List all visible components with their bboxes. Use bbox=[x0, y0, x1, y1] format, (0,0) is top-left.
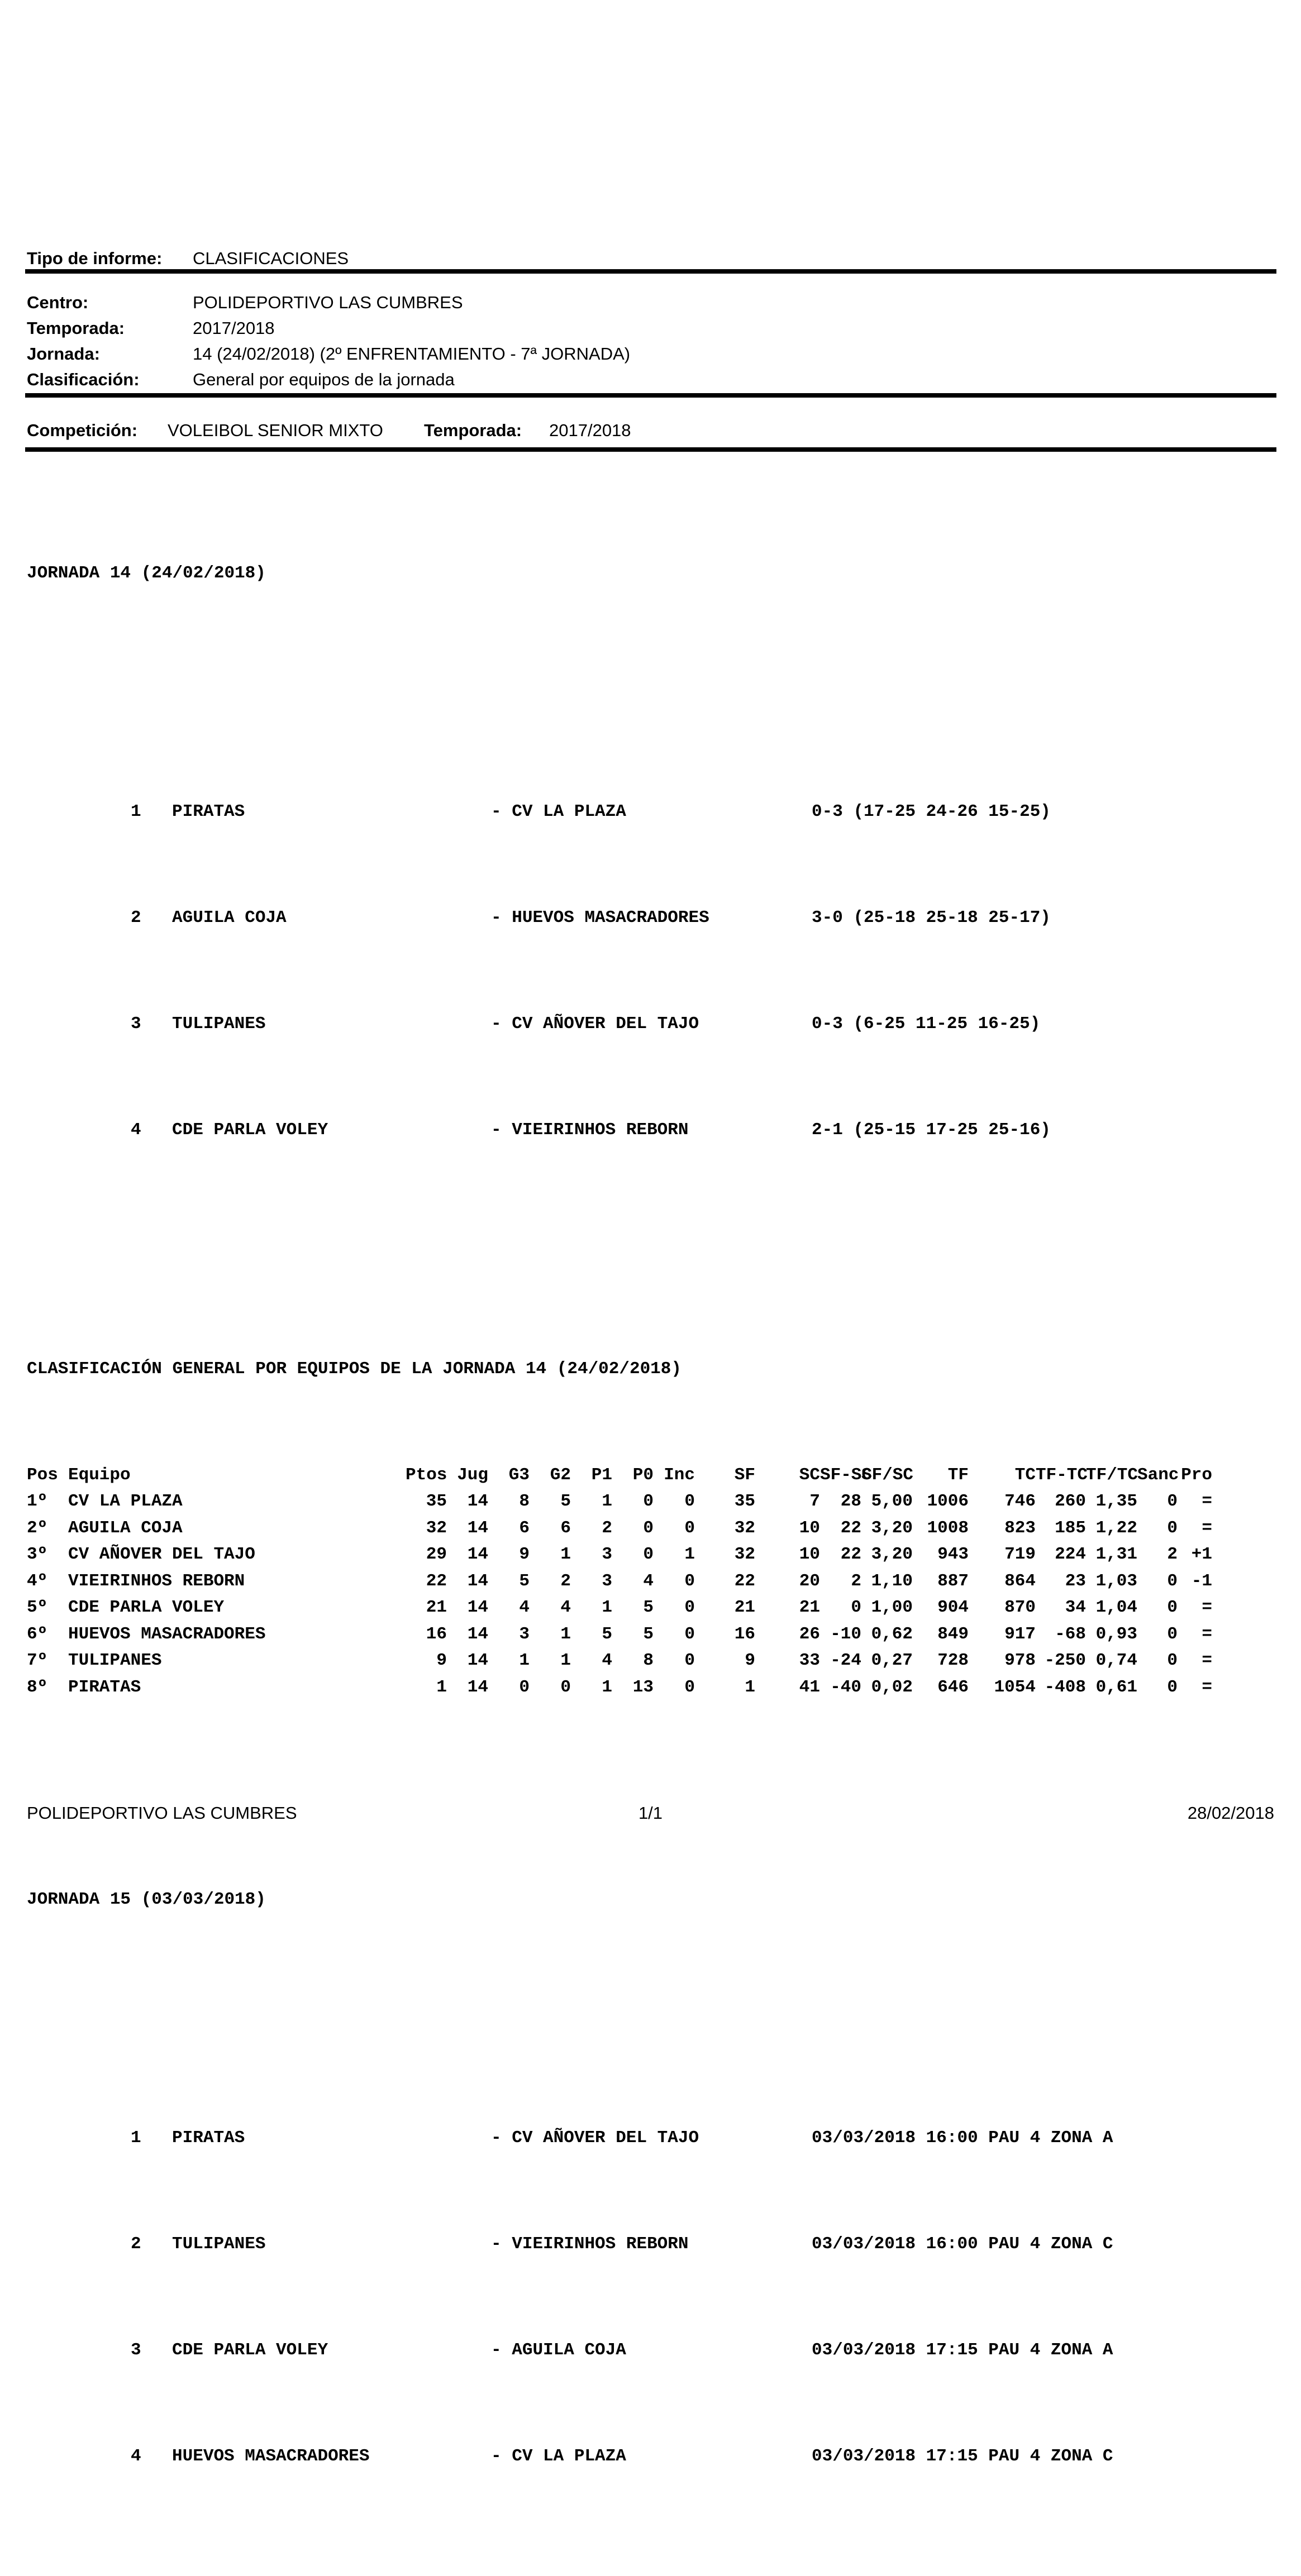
stat-value: 4 bbox=[519, 1598, 530, 1617]
stat-value: 1 bbox=[560, 1624, 571, 1644]
report-info-block bbox=[27, 290, 630, 393]
stat-value: 849 bbox=[937, 1624, 969, 1644]
stat-value: 1 bbox=[602, 1598, 612, 1617]
stat-value: 14 bbox=[467, 1571, 488, 1591]
stat-value: 0,74 bbox=[1095, 1651, 1137, 1670]
stat-value: 9 bbox=[519, 1545, 530, 1564]
stat-value: 9 bbox=[436, 1651, 447, 1670]
match-away-team: - CV LA PLAZA bbox=[491, 2446, 626, 2466]
column-header-pro: Pro bbox=[1181, 1465, 1212, 1485]
stat-value: 746 bbox=[1004, 1492, 1036, 1511]
jornada-label: Jornada: bbox=[27, 344, 100, 364]
stat-value: 10 bbox=[799, 1518, 820, 1538]
stat-value: 34 bbox=[1065, 1598, 1086, 1617]
match-row bbox=[27, 878, 1212, 928]
column-header-tc: TC bbox=[1014, 1465, 1036, 1485]
match-home-team: CDE PARLA VOLEY bbox=[172, 1120, 328, 1140]
stat-value: 0,02 bbox=[871, 1677, 913, 1697]
stat-value: 0 bbox=[684, 1677, 695, 1697]
stat-value: 32 bbox=[734, 1518, 755, 1538]
stat-value: 0 bbox=[684, 1571, 695, 1591]
stat-value: 3,20 bbox=[871, 1518, 913, 1538]
stat-value: 13 bbox=[632, 1677, 654, 1697]
divider-bottom bbox=[25, 447, 1276, 452]
stat-value: 1 bbox=[684, 1545, 695, 1564]
stat-value: 10 bbox=[799, 1545, 820, 1564]
classification-body bbox=[27, 1488, 1212, 1700]
match-away-team: - HUEVOS MASACRADORES bbox=[491, 908, 709, 928]
stat-value: -250 bbox=[1044, 1651, 1086, 1670]
stat-value: 1 bbox=[745, 1677, 755, 1697]
stat-value: 1 bbox=[602, 1677, 612, 1697]
match-result: 2-1 (25-15 17-25 25-16) bbox=[812, 1120, 1051, 1140]
column-header-g3: G3 bbox=[508, 1465, 530, 1485]
stat-value: 2 bbox=[560, 1571, 571, 1591]
team-name: CV AÑOVER DEL TAJO bbox=[68, 1545, 255, 1564]
match-row bbox=[27, 1091, 1212, 1140]
team-position: 3º bbox=[27, 1545, 48, 1564]
stat-value: 0,27 bbox=[871, 1651, 913, 1670]
stat-value: 864 bbox=[1004, 1571, 1036, 1591]
match-away-team: - AGUILA COJA bbox=[491, 2340, 626, 2360]
divider-top bbox=[25, 269, 1276, 274]
stat-value: 0 bbox=[1167, 1624, 1178, 1644]
column-header-p1: P1 bbox=[591, 1465, 612, 1485]
classification-row bbox=[27, 1541, 1212, 1568]
stat-value: 224 bbox=[1055, 1545, 1086, 1564]
stat-value: -1 bbox=[1191, 1571, 1212, 1591]
classification-row bbox=[27, 1488, 1212, 1515]
stat-value: 14 bbox=[467, 1677, 488, 1697]
stat-value: 0 bbox=[1167, 1598, 1178, 1617]
jornada14-title: JORNADA 14 (24/02/2018) bbox=[27, 563, 266, 583]
column-header-ptos: Ptos bbox=[406, 1465, 447, 1485]
match-home-team: AGUILA COJA bbox=[172, 908, 287, 928]
match-number: 1 bbox=[131, 2128, 141, 2148]
stat-value: -408 bbox=[1044, 1677, 1086, 1697]
season-value: 2017/2018 bbox=[549, 420, 631, 440]
match-away-team: - CV AÑOVER DEL TAJO bbox=[491, 2128, 699, 2148]
stat-value: 23 bbox=[1065, 1571, 1086, 1591]
match-home-team: PIRATAS bbox=[172, 2128, 245, 2148]
column-header-tf: TF bbox=[947, 1465, 969, 1485]
stat-value: 2 bbox=[602, 1518, 612, 1538]
report-body bbox=[27, 480, 1212, 2576]
stat-value: 4 bbox=[643, 1571, 654, 1591]
stat-value: 917 bbox=[1004, 1624, 1036, 1644]
clasificacion-label: Clasificación: bbox=[27, 370, 140, 389]
stat-value: 719 bbox=[1004, 1545, 1036, 1564]
stat-value: 8 bbox=[519, 1492, 530, 1511]
stat-value: 0 bbox=[1167, 1492, 1178, 1511]
column-header-equipo: Equipo bbox=[68, 1465, 131, 1485]
classification-table bbox=[27, 1462, 1212, 1701]
column-header-g2: G2 bbox=[550, 1465, 571, 1485]
column-header-sf: SF bbox=[734, 1465, 755, 1485]
stat-value: 29 bbox=[426, 1545, 447, 1564]
stat-value: 1 bbox=[602, 1492, 612, 1511]
stat-value: 5 bbox=[519, 1571, 530, 1591]
stat-value: 3 bbox=[602, 1571, 612, 1591]
classification-row bbox=[27, 1594, 1212, 1621]
column-header-sanc: Sanc bbox=[1137, 1465, 1179, 1485]
match-row bbox=[27, 2417, 1212, 2466]
stat-value: 21 bbox=[426, 1598, 447, 1617]
stat-value: +1 bbox=[1191, 1545, 1212, 1564]
stat-value: 904 bbox=[937, 1598, 969, 1617]
column-header-p0: P0 bbox=[632, 1465, 654, 1485]
match-away-team: - CV AÑOVER DEL TAJO bbox=[491, 1014, 699, 1034]
team-position: 8º bbox=[27, 1677, 48, 1697]
column-header-tf-tc: TF-TC bbox=[1036, 1465, 1088, 1485]
stat-value: 14 bbox=[467, 1624, 488, 1644]
stat-value: 0 bbox=[519, 1677, 530, 1697]
footer-date: 28/02/2018 bbox=[1187, 1803, 1274, 1823]
match-number: 3 bbox=[131, 1014, 141, 1034]
info-row-clasificacion bbox=[27, 367, 630, 393]
stat-value: 1,04 bbox=[1095, 1598, 1137, 1617]
team-position: 4º bbox=[27, 1571, 48, 1591]
match-number: 2 bbox=[131, 908, 141, 928]
stat-value: 2 bbox=[1167, 1545, 1178, 1564]
match-schedule: 03/03/2018 16:00 PAU 4 ZONA C bbox=[812, 2234, 1113, 2254]
stat-value: 41 bbox=[799, 1677, 820, 1697]
stat-value: 20 bbox=[799, 1571, 820, 1591]
stat-value: 6 bbox=[519, 1518, 530, 1538]
stat-value: 0 bbox=[1167, 1677, 1178, 1697]
footer-page-number: 1/1 bbox=[638, 1803, 663, 1823]
stat-value: 185 bbox=[1055, 1518, 1086, 1538]
classification-row bbox=[27, 1515, 1212, 1542]
stat-value: 14 bbox=[467, 1545, 488, 1564]
classification-row bbox=[27, 1568, 1212, 1595]
stat-value: 26 bbox=[799, 1624, 820, 1644]
stat-value: 14 bbox=[467, 1651, 488, 1670]
stat-value: 4 bbox=[560, 1598, 571, 1617]
team-name: CV LA PLAZA bbox=[68, 1492, 183, 1511]
stat-value: 0 bbox=[1167, 1651, 1178, 1670]
report-type-value: CLASIFICACIONES bbox=[193, 248, 349, 268]
competition-label: Competición: bbox=[27, 420, 138, 440]
stat-value: 0 bbox=[684, 1651, 695, 1670]
match-row bbox=[27, 984, 1212, 1034]
stat-value: 0 bbox=[684, 1518, 695, 1538]
stat-value: 22 bbox=[734, 1571, 755, 1591]
clasificacion-value: General por equipos de la jornada bbox=[193, 370, 455, 389]
divider-middle bbox=[25, 393, 1276, 398]
match-home-team: HUEVOS MASACRADORES bbox=[172, 2446, 370, 2466]
match-row bbox=[27, 2311, 1212, 2360]
stat-value: = bbox=[1202, 1624, 1212, 1644]
match-result: 0-3 (17-25 24-26 15-25) bbox=[812, 802, 1051, 821]
stat-value: -10 bbox=[830, 1624, 861, 1644]
stat-value: 33 bbox=[799, 1651, 820, 1670]
season-label: Temporada: bbox=[424, 420, 522, 440]
stat-value: 1,10 bbox=[871, 1571, 913, 1591]
stat-value: 5,00 bbox=[871, 1492, 913, 1511]
classification-header-row bbox=[27, 1462, 1212, 1489]
stat-value: = bbox=[1202, 1492, 1212, 1511]
page-footer bbox=[0, 1803, 1301, 1824]
column-header-sc: SC bbox=[799, 1465, 820, 1485]
stat-value: 0 bbox=[684, 1492, 695, 1511]
stat-value: 0 bbox=[684, 1624, 695, 1644]
match-home-team: TULIPANES bbox=[172, 2234, 266, 2254]
match-schedule: 03/03/2018 17:15 PAU 4 ZONA C bbox=[812, 2446, 1113, 2466]
stat-value: 1,31 bbox=[1095, 1545, 1137, 1564]
stat-value: 5 bbox=[643, 1624, 654, 1644]
match-row bbox=[27, 2099, 1212, 2148]
classification-title: CLASIFICACIÓN GENERAL POR EQUIPOS DE LA JORNADA 14 (24/02/2018) bbox=[27, 1359, 682, 1379]
match-home-team: PIRATAS bbox=[172, 802, 245, 821]
stat-value: 0 bbox=[1167, 1518, 1178, 1538]
info-row-jornada bbox=[27, 341, 630, 367]
stat-value: 1 bbox=[436, 1677, 447, 1697]
match-schedule: 03/03/2018 16:00 PAU 4 ZONA A bbox=[812, 2128, 1113, 2148]
stat-value: 1 bbox=[519, 1651, 530, 1670]
match-number: 1 bbox=[131, 802, 141, 821]
team-name: AGUILA COJA bbox=[68, 1518, 183, 1538]
stat-value: 823 bbox=[1004, 1518, 1036, 1538]
spacer bbox=[27, 1250, 1212, 1277]
stat-value: = bbox=[1202, 1677, 1212, 1697]
stat-value: 1,03 bbox=[1095, 1571, 1137, 1591]
stat-value: 5 bbox=[602, 1624, 612, 1644]
match-row bbox=[27, 2205, 1212, 2254]
report-type-row bbox=[27, 246, 349, 271]
team-name: VIEIRINHOS REBORN bbox=[68, 1571, 245, 1591]
stat-value: 4 bbox=[602, 1651, 612, 1670]
stat-value: 7 bbox=[809, 1492, 820, 1511]
match-result: 0-3 (6-25 11-25 16-25) bbox=[812, 1014, 1041, 1034]
stat-value: 5 bbox=[560, 1492, 571, 1511]
footer-center-name: POLIDEPORTIVO LAS CUMBRES bbox=[27, 1803, 297, 1823]
classification-row bbox=[27, 1674, 1212, 1701]
stat-value: 0,62 bbox=[871, 1624, 913, 1644]
stat-value: 1 bbox=[560, 1651, 571, 1670]
stat-value: 0 bbox=[643, 1545, 654, 1564]
team-position: 7º bbox=[27, 1651, 48, 1670]
stat-value: 0 bbox=[1167, 1571, 1178, 1591]
team-position: 2º bbox=[27, 1518, 48, 1538]
stat-value: 0 bbox=[851, 1598, 861, 1617]
stat-value: -40 bbox=[830, 1677, 861, 1697]
stat-value: 16 bbox=[734, 1624, 755, 1644]
match-number: 4 bbox=[131, 1120, 141, 1140]
team-position: 5º bbox=[27, 1598, 48, 1617]
stat-value: 22 bbox=[840, 1518, 861, 1538]
stat-value: 8 bbox=[643, 1651, 654, 1670]
jornada15-title: JORNADA 15 (03/03/2018) bbox=[27, 1889, 266, 1909]
stat-value: 35 bbox=[734, 1492, 755, 1511]
centro-label: Centro: bbox=[27, 293, 89, 312]
team-name: PIRATAS bbox=[68, 1677, 141, 1697]
stat-value: 2 bbox=[851, 1571, 861, 1591]
stat-value: 943 bbox=[937, 1545, 969, 1564]
competition-row bbox=[27, 418, 631, 443]
stat-value: 887 bbox=[937, 1571, 969, 1591]
stat-value: = bbox=[1202, 1518, 1212, 1538]
stat-value: 21 bbox=[799, 1598, 820, 1617]
stat-value: 728 bbox=[937, 1651, 969, 1670]
match-number: 2 bbox=[131, 2234, 141, 2254]
stat-value: 28 bbox=[840, 1492, 861, 1511]
info-row-centro bbox=[27, 290, 630, 316]
column-header-jug: Jug bbox=[457, 1465, 488, 1485]
team-name: HUEVOS MASACRADORES bbox=[68, 1624, 266, 1644]
stat-value: 21 bbox=[734, 1598, 755, 1617]
match-result: 3-0 (25-18 25-18 25-17) bbox=[812, 908, 1051, 928]
column-header-tf-tc: TF/TC bbox=[1086, 1465, 1138, 1485]
match-number: 3 bbox=[131, 2340, 141, 2360]
stat-value: 3 bbox=[602, 1545, 612, 1564]
stat-value: 14 bbox=[467, 1598, 488, 1617]
stat-value: 1,35 bbox=[1095, 1492, 1137, 1511]
stat-value: 9 bbox=[745, 1651, 755, 1670]
match-away-team: - CV LA PLAZA bbox=[491, 802, 626, 821]
match-number: 4 bbox=[131, 2446, 141, 2466]
column-header-inc: Inc bbox=[664, 1465, 695, 1485]
stat-value: 3 bbox=[519, 1624, 530, 1644]
stat-value: = bbox=[1202, 1651, 1212, 1670]
classification-row bbox=[27, 1647, 1212, 1674]
column-header-sf-sc: SF/SC bbox=[861, 1465, 914, 1485]
stat-value: 0,93 bbox=[1095, 1624, 1137, 1644]
jornada-value: 14 (24/02/2018) (2º ENFRENTAMIENTO - 7ª JORNADA) bbox=[193, 344, 631, 364]
stat-value: -24 bbox=[830, 1651, 861, 1670]
team-name: CDE PARLA VOLEY bbox=[68, 1598, 225, 1617]
stat-value: 6 bbox=[560, 1518, 571, 1538]
team-position: 1º bbox=[27, 1492, 48, 1511]
match-home-team: CDE PARLA VOLEY bbox=[172, 2340, 328, 2360]
stat-value: 14 bbox=[467, 1492, 488, 1511]
stat-value: 0,61 bbox=[1095, 1677, 1137, 1697]
team-name: TULIPANES bbox=[68, 1651, 162, 1670]
stat-value: 0 bbox=[684, 1598, 695, 1617]
column-header-sf-sc: SF-SC bbox=[820, 1465, 873, 1485]
stat-value: 978 bbox=[1004, 1651, 1036, 1670]
match-schedule: 03/03/2018 17:15 PAU 4 ZONA A bbox=[812, 2340, 1113, 2360]
stat-value: 3,20 bbox=[871, 1545, 913, 1564]
match-away-team: - VIEIRINHOS REBORN bbox=[491, 2234, 689, 2254]
stat-value: 646 bbox=[937, 1677, 969, 1697]
column-header-pos: Pos bbox=[27, 1465, 58, 1485]
stat-value: 5 bbox=[643, 1598, 654, 1617]
competition-value: VOLEIBOL SENIOR MIXTO bbox=[168, 420, 383, 440]
stat-value: 1,00 bbox=[871, 1598, 913, 1617]
stat-value: 0 bbox=[643, 1518, 654, 1538]
jornada14-matches bbox=[27, 666, 1212, 1170]
report-type-label: Tipo de informe: bbox=[27, 248, 163, 268]
stat-value: 32 bbox=[426, 1518, 447, 1538]
stat-value: 22 bbox=[426, 1571, 447, 1591]
stat-value: 870 bbox=[1004, 1598, 1036, 1617]
classification-row bbox=[27, 1621, 1212, 1648]
match-away-team: - VIEIRINHOS REBORN bbox=[491, 1120, 689, 1140]
match-home-team: TULIPANES bbox=[172, 1014, 266, 1034]
team-position: 6º bbox=[27, 1624, 48, 1644]
stat-value: 16 bbox=[426, 1624, 447, 1644]
stat-value: 35 bbox=[426, 1492, 447, 1511]
centro-value: POLIDEPORTIVO LAS CUMBRES bbox=[193, 293, 463, 312]
stat-value: 1008 bbox=[927, 1518, 969, 1538]
info-row-temporada bbox=[27, 316, 630, 341]
stat-value: 260 bbox=[1055, 1492, 1086, 1511]
stat-value: 32 bbox=[734, 1545, 755, 1564]
stat-value: 1,22 bbox=[1095, 1518, 1137, 1538]
stat-value: 1054 bbox=[994, 1677, 1036, 1697]
stat-value: = bbox=[1202, 1598, 1212, 1617]
jornada15-matches bbox=[27, 1992, 1212, 2497]
stat-value: 14 bbox=[467, 1518, 488, 1538]
temporada-label: Temporada: bbox=[27, 318, 125, 338]
stat-value: 0 bbox=[560, 1677, 571, 1697]
stat-value: 0 bbox=[643, 1492, 654, 1511]
match-row bbox=[27, 772, 1212, 821]
stat-value: 1006 bbox=[927, 1492, 969, 1511]
stat-value: 1 bbox=[560, 1545, 571, 1564]
stat-value: -68 bbox=[1055, 1624, 1086, 1644]
stat-value: 22 bbox=[840, 1545, 861, 1564]
temporada-value: 2017/2018 bbox=[193, 318, 275, 338]
